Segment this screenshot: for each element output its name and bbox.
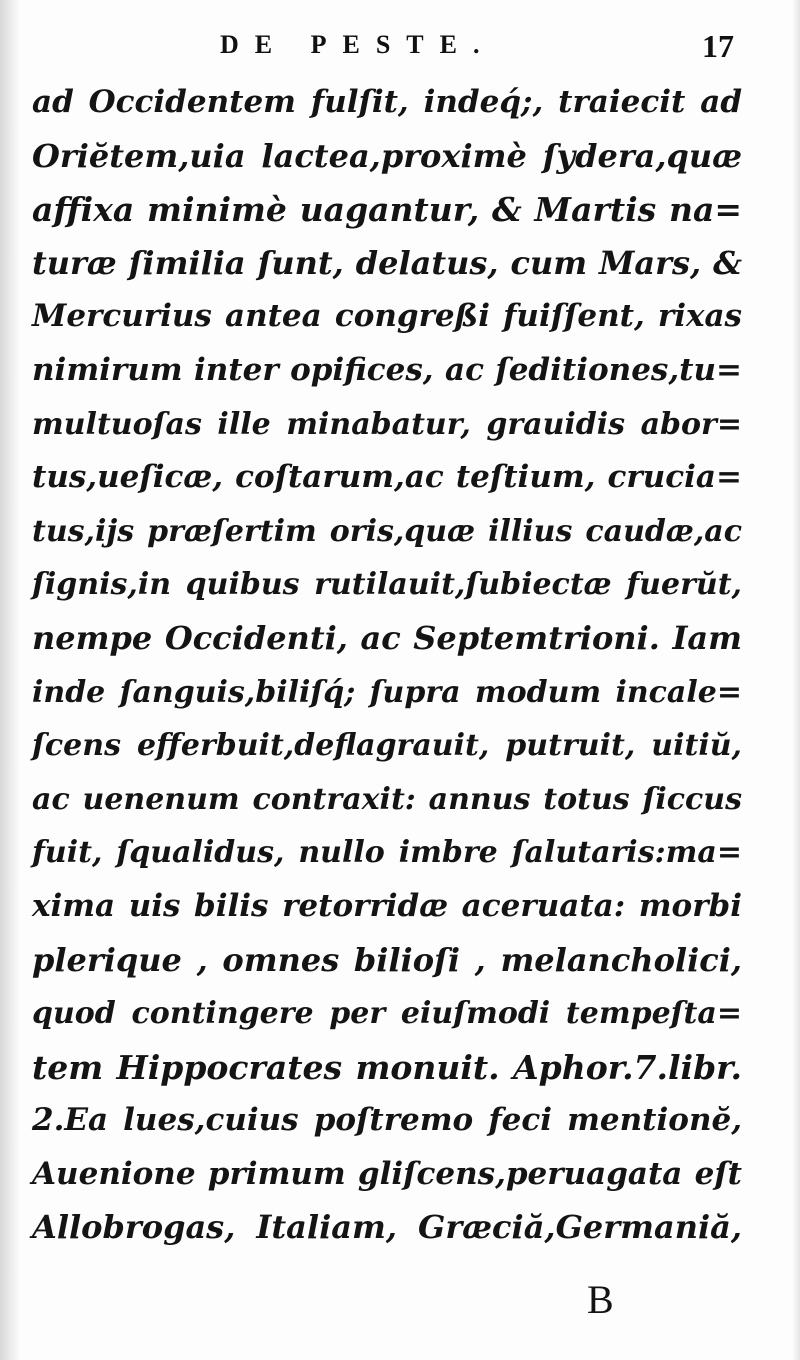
text-line: affixa minimè uagantur, & Martis na= <box>32 190 742 230</box>
text-line: 2.Ea lues,cuius poſtremo feci mentionĕ, <box>32 1102 742 1139</box>
text-line: inde ſanguis,biliſq́; ſupra modum incale= <box>32 674 742 710</box>
text-line: Auenione primum gliſcens,peruagata eſt <box>32 1155 742 1192</box>
text-line: multuoſas ille minabatur, grauidis abor= <box>32 406 742 442</box>
text-line: nimirum inter opifices, ac ſeditiones,tu= <box>32 351 742 388</box>
text-line: ſcens efferbuit,deflagrauit, putruit, uitiŭ, <box>32 728 742 764</box>
text-line: fuit, ſqualidus, nullo imbre ſalutaris:ma= <box>32 835 742 871</box>
text-line: quod contingere per eiuſmodi tempeſta= <box>32 996 742 1032</box>
text-line: Allobrogas, Italiam, Græciă,Germaniă, <box>32 1208 742 1247</box>
text-line: xima uis bilis retorridæ aceruata: morbi <box>32 887 742 924</box>
text-line: ad Occidentem fulſit, indeq́;, traiecit ad <box>32 84 742 120</box>
text-line: turæ ſimilia ſunt, delatus, cum Mars, & <box>32 243 742 282</box>
page-number: 17 <box>702 28 734 64</box>
text-line: tus,ijs præſertim oris,quæ illius caudæ,ac <box>32 513 742 549</box>
text-line: Oriĕtem,uia lactea,proximè ſydera,quæ <box>32 136 742 175</box>
text-line: Mercurius antea congreßi fuiſſent, rixas <box>32 298 742 335</box>
body-text <box>32 76 742 1255</box>
text-line: tus,ueſicæ, coſtarum,ac teſtium, crucia= <box>32 459 742 496</box>
text-line: nempe Occidenti, ac Septemtrioni. Iam <box>32 618 742 657</box>
text-line: plerique , omnes bilioſi , melancholici, <box>32 940 742 979</box>
text-line: ſignis,in quibus rutilauit,ſubiectæ fuerŭt, <box>32 567 742 603</box>
page-gutter-shadow <box>0 0 20 1360</box>
signature-mark: B <box>587 1277 614 1322</box>
text-line: tem Hippocrates monuit. Aphor.7.libr. <box>32 1047 742 1087</box>
text-line: ac uenenum contraxit: annus totus ſiccus <box>32 781 742 817</box>
running-title: DE PESTE. <box>220 30 496 59</box>
page-edge-shadow <box>792 0 800 1360</box>
